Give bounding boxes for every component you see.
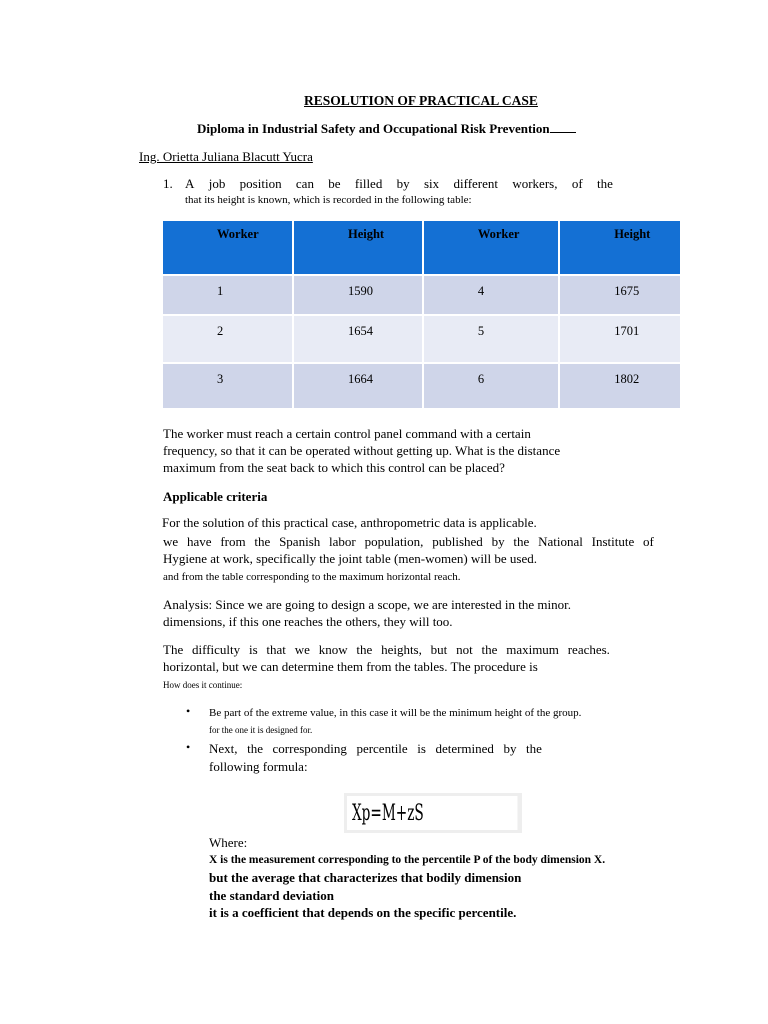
word: from <box>220 534 246 549</box>
word: difficulty <box>192 642 241 657</box>
word: different <box>453 176 499 191</box>
where-line-2: but the average that characterizes that bodily dimension <box>209 870 522 885</box>
word: corresponding <box>272 741 347 756</box>
header-height-2: Height <box>560 221 680 276</box>
word: of <box>571 176 583 191</box>
table-cell: 1664 <box>294 364 424 410</box>
word: we <box>294 642 310 657</box>
table-header-row <box>163 221 680 276</box>
bullet-1-line-1: Be part of the extreme value, in this case it will be the minimum height of the group. <box>209 707 582 719</box>
table-cell: 1675 <box>560 276 680 316</box>
word: but <box>430 642 448 657</box>
word: we <box>163 534 179 549</box>
table-row <box>163 316 680 364</box>
where-label: Where: <box>209 835 248 850</box>
paragraph-4-line-2: horizontal, but we can determine them from the tables. The procedure is <box>163 659 538 674</box>
word: maximum <box>506 642 559 657</box>
table-cell: 5 <box>424 316 560 364</box>
question-line-1 <box>185 176 613 192</box>
word: the <box>356 642 373 657</box>
word: know <box>318 642 348 657</box>
word: job <box>208 176 226 191</box>
word: by <box>396 176 410 191</box>
table-cell: 1701 <box>560 316 680 364</box>
formula-text: Xp=M+zS <box>347 796 518 830</box>
where-line-4: it is a coefficient that depends on the specific percentile. <box>209 905 517 920</box>
word: that <box>266 642 286 657</box>
word: by <box>503 741 517 756</box>
word: the <box>596 176 613 191</box>
word: Institute <box>591 534 635 549</box>
table-cell: 1 <box>163 276 294 316</box>
word: of <box>643 534 654 549</box>
table-cell: 3 <box>163 364 294 410</box>
bullet-icon: • <box>186 740 191 754</box>
header-worker-2: Worker <box>424 221 560 276</box>
paragraph-2-line-1: For the solution of this practical case, anthropometric data is applicable. <box>162 515 537 530</box>
paragraph-1-line-1: The worker must reach a certain control panel command with a certain <box>163 426 531 441</box>
paragraph-2-line-2 <box>163 533 654 550</box>
word: workers, <box>512 176 558 191</box>
table-cell: 1802 <box>560 364 680 410</box>
word: the <box>526 741 542 756</box>
word: A <box>185 176 195 191</box>
criteria-heading: Applicable criteria <box>163 489 268 504</box>
table-cell: 1654 <box>294 316 424 364</box>
word: heights, <box>381 642 422 657</box>
word: filled <box>354 176 383 191</box>
table-cell: 1590 <box>294 276 424 316</box>
word: the <box>254 534 271 549</box>
word: the <box>481 642 498 657</box>
paragraph-2-line-3: Hygiene at work, specifically the joint table (men-women) will be used. <box>163 551 537 566</box>
paragraph-1-line-2: frequency, so that it can be operated without getting up. What is the distance <box>163 443 561 458</box>
table-row <box>163 276 680 316</box>
word: have <box>186 534 212 549</box>
table-cell: 4 <box>424 276 560 316</box>
heights-table <box>163 221 680 410</box>
word: the <box>247 741 263 756</box>
word: is <box>248 642 258 657</box>
paragraph-4-line-3: How does it continue: <box>163 680 243 690</box>
bullet-1-line-2: for the one it is designed for. <box>209 725 313 735</box>
table-cell: 2 <box>163 316 294 364</box>
word: six <box>423 176 440 191</box>
document-title: RESOLUTION OF PRACTICAL CASE <box>304 93 538 108</box>
subtitle-text: Diploma in Industrial Safety and Occupational Risk Prevention <box>197 121 550 136</box>
word: The <box>163 642 184 657</box>
formula-box <box>344 793 522 833</box>
table-row <box>163 364 680 410</box>
word: the <box>513 534 530 549</box>
bullet-2-line-1 <box>209 740 542 757</box>
bullet-icon: • <box>186 704 191 718</box>
paragraph-2-line-4: and from the table corresponding to the maximum horizontal reach. <box>163 571 461 583</box>
bullet-2-line-2: following formula: <box>209 759 308 774</box>
author-name: Ing. Orietta Juliana Blacutt Yucra <box>139 149 313 164</box>
paragraph-1-line-3: maximum from the seat back to which this control can be placed? <box>163 460 505 475</box>
word: position <box>239 176 282 191</box>
table-cell: 6 <box>424 364 560 410</box>
word: determined <box>435 741 494 756</box>
question-line-2: that its height is known, which is recorded in the following table: <box>185 194 472 206</box>
word: by <box>491 534 505 549</box>
word: is <box>417 741 426 756</box>
header-height-1: Height <box>294 221 424 276</box>
where-line-3: the standard deviation <box>209 888 334 903</box>
where-line-1: X is the measurement corresponding to the percentile P of the body dimension X. <box>209 854 606 866</box>
word: percentile <box>356 741 408 756</box>
word: Next, <box>209 741 238 756</box>
word: population, <box>364 534 424 549</box>
paragraph-3-line-1: Analysis: Since we are going to design a scope, we are interested in the minor. <box>163 597 571 612</box>
word: National <box>538 534 583 549</box>
word: Spanish <box>279 534 321 549</box>
document-subtitle <box>197 121 576 137</box>
header-worker-1: Worker <box>163 221 294 276</box>
word: not <box>456 642 473 657</box>
word: reaches. <box>567 642 610 657</box>
paragraph-4-line-1 <box>163 641 610 658</box>
paragraph-3-line-2: dimensions, if this one reaches the others, they will too. <box>163 614 453 629</box>
word: labor <box>329 534 356 549</box>
subtitle-underline <box>550 121 576 133</box>
question-number: 1. <box>163 176 173 191</box>
word: published <box>432 534 483 549</box>
word: can <box>295 176 314 191</box>
word: be <box>328 176 341 191</box>
